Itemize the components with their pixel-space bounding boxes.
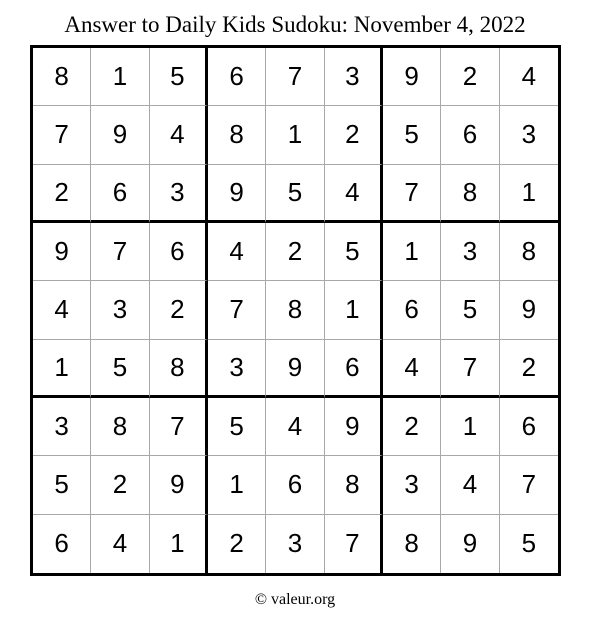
sudoku-cell: 5 xyxy=(91,340,149,398)
sudoku-cell: 3 xyxy=(441,223,499,281)
sudoku-cell: 4 xyxy=(208,223,266,281)
sudoku-cell: 2 xyxy=(500,340,558,398)
sudoku-cell: 7 xyxy=(33,106,91,164)
sudoku-cell: 6 xyxy=(441,106,499,164)
sudoku-cell: 3 xyxy=(325,48,383,106)
sudoku-cell: 9 xyxy=(91,106,149,164)
sudoku-cell: 7 xyxy=(441,340,499,398)
sudoku-cell: 8 xyxy=(208,106,266,164)
sudoku-cell: 5 xyxy=(521,528,537,559)
sudoku-cell: 9 xyxy=(208,165,266,223)
sudoku-cell: 4 xyxy=(441,456,499,514)
sudoku-cell: 6 xyxy=(33,515,91,573)
sudoku-cell: 1 xyxy=(325,281,383,339)
sudoku-cell: 1 xyxy=(33,340,91,398)
copyright-footer: © valeur.org xyxy=(254,591,336,608)
sudoku-cell: 1 xyxy=(266,106,324,164)
sudoku-cell: 2 xyxy=(150,281,208,339)
sudoku-cell: 8 xyxy=(325,456,383,514)
sudoku-cell: 6 xyxy=(208,48,266,106)
sudoku-cell: 3 xyxy=(91,281,149,339)
sudoku-cell: 3 xyxy=(500,106,558,164)
sudoku-cell: 6 xyxy=(150,223,208,281)
sudoku-cell: 2 xyxy=(33,165,91,223)
sudoku-cell: 3 xyxy=(266,515,324,573)
sudoku-cell: 9 xyxy=(500,281,558,339)
sudoku-cell: 1 xyxy=(91,48,149,106)
sudoku-cell: 8 xyxy=(383,515,441,573)
sudoku-cell: 9 xyxy=(266,340,324,398)
sudoku-cell: 7 xyxy=(383,165,441,223)
sudoku-cell: 2 xyxy=(325,106,383,164)
sudoku-cell: 7 xyxy=(150,398,208,456)
sudoku-cell: 7 xyxy=(266,48,324,106)
sudoku-cell: 9 xyxy=(441,515,499,573)
sudoku-cell: 6 xyxy=(383,281,441,339)
sudoku-cell: 9 xyxy=(33,223,91,281)
sudoku-cell: 5 xyxy=(33,456,91,514)
sudoku-cell: 4 xyxy=(266,398,324,456)
sudoku-cell: 8 xyxy=(266,281,324,339)
sudoku-cell: 5 xyxy=(208,398,266,456)
sudoku-cell: 4 xyxy=(91,515,149,573)
sudoku-cell: 6 xyxy=(325,340,383,398)
sudoku-cell: 1 xyxy=(500,165,558,223)
sudoku-cell: 5 xyxy=(441,281,499,339)
sudoku-cell: 8 xyxy=(91,398,149,456)
sudoku-cell: 9 xyxy=(325,398,383,456)
sudoku-cell: 8 xyxy=(500,223,558,281)
sudoku-cell: 7 xyxy=(500,456,558,514)
page-title: Answer to Daily Kids Sudoku: November 4, 2022 xyxy=(64,12,526,37)
sudoku-cell: 3 xyxy=(383,456,441,514)
sudoku-cell: 2 xyxy=(441,48,499,106)
sudoku-cell: 4 xyxy=(383,340,441,398)
sudoku-cell: 3 xyxy=(33,398,91,456)
sudoku-cell: 1 xyxy=(441,398,499,456)
sudoku-cell: 4 xyxy=(500,48,558,106)
sudoku-cell: 6 xyxy=(91,165,149,223)
sudoku-cell: 1 xyxy=(150,515,208,573)
sudoku-cell: 1 xyxy=(208,456,266,514)
sudoku-cell: 4 xyxy=(33,281,91,339)
sudoku-cell: 5 xyxy=(325,223,383,281)
sudoku-cell: 8 xyxy=(441,165,499,223)
sudoku-cell: 8 xyxy=(33,48,91,106)
sudoku-cell: 5 xyxy=(383,106,441,164)
sudoku-cell: 2 xyxy=(91,456,149,514)
sudoku-cell: 9 xyxy=(383,48,441,106)
sudoku-grid xyxy=(30,45,561,576)
sudoku-cell: 4 xyxy=(325,165,383,223)
sudoku-cell: 5 xyxy=(150,48,208,106)
sudoku-cell: 7 xyxy=(91,223,149,281)
sudoku-cell: 2 xyxy=(383,398,441,456)
sudoku-cell: 1 xyxy=(383,223,441,281)
sudoku-cell: 7 xyxy=(325,515,383,573)
sudoku-cell: 8 xyxy=(150,340,208,398)
sudoku-cell: 6 xyxy=(500,398,558,456)
sudoku-cell: 2 xyxy=(266,223,324,281)
sudoku-cell: 3 xyxy=(208,340,266,398)
sudoku-cell: 7 xyxy=(208,281,266,339)
sudoku-cell: 4 xyxy=(150,106,208,164)
sudoku-cell: 5 xyxy=(266,165,324,223)
sudoku-cell: 3 xyxy=(150,165,208,223)
sudoku-cell: 2 xyxy=(208,515,266,573)
sudoku-cell: 9 xyxy=(150,456,208,514)
sudoku-cell: 6 xyxy=(266,456,324,514)
